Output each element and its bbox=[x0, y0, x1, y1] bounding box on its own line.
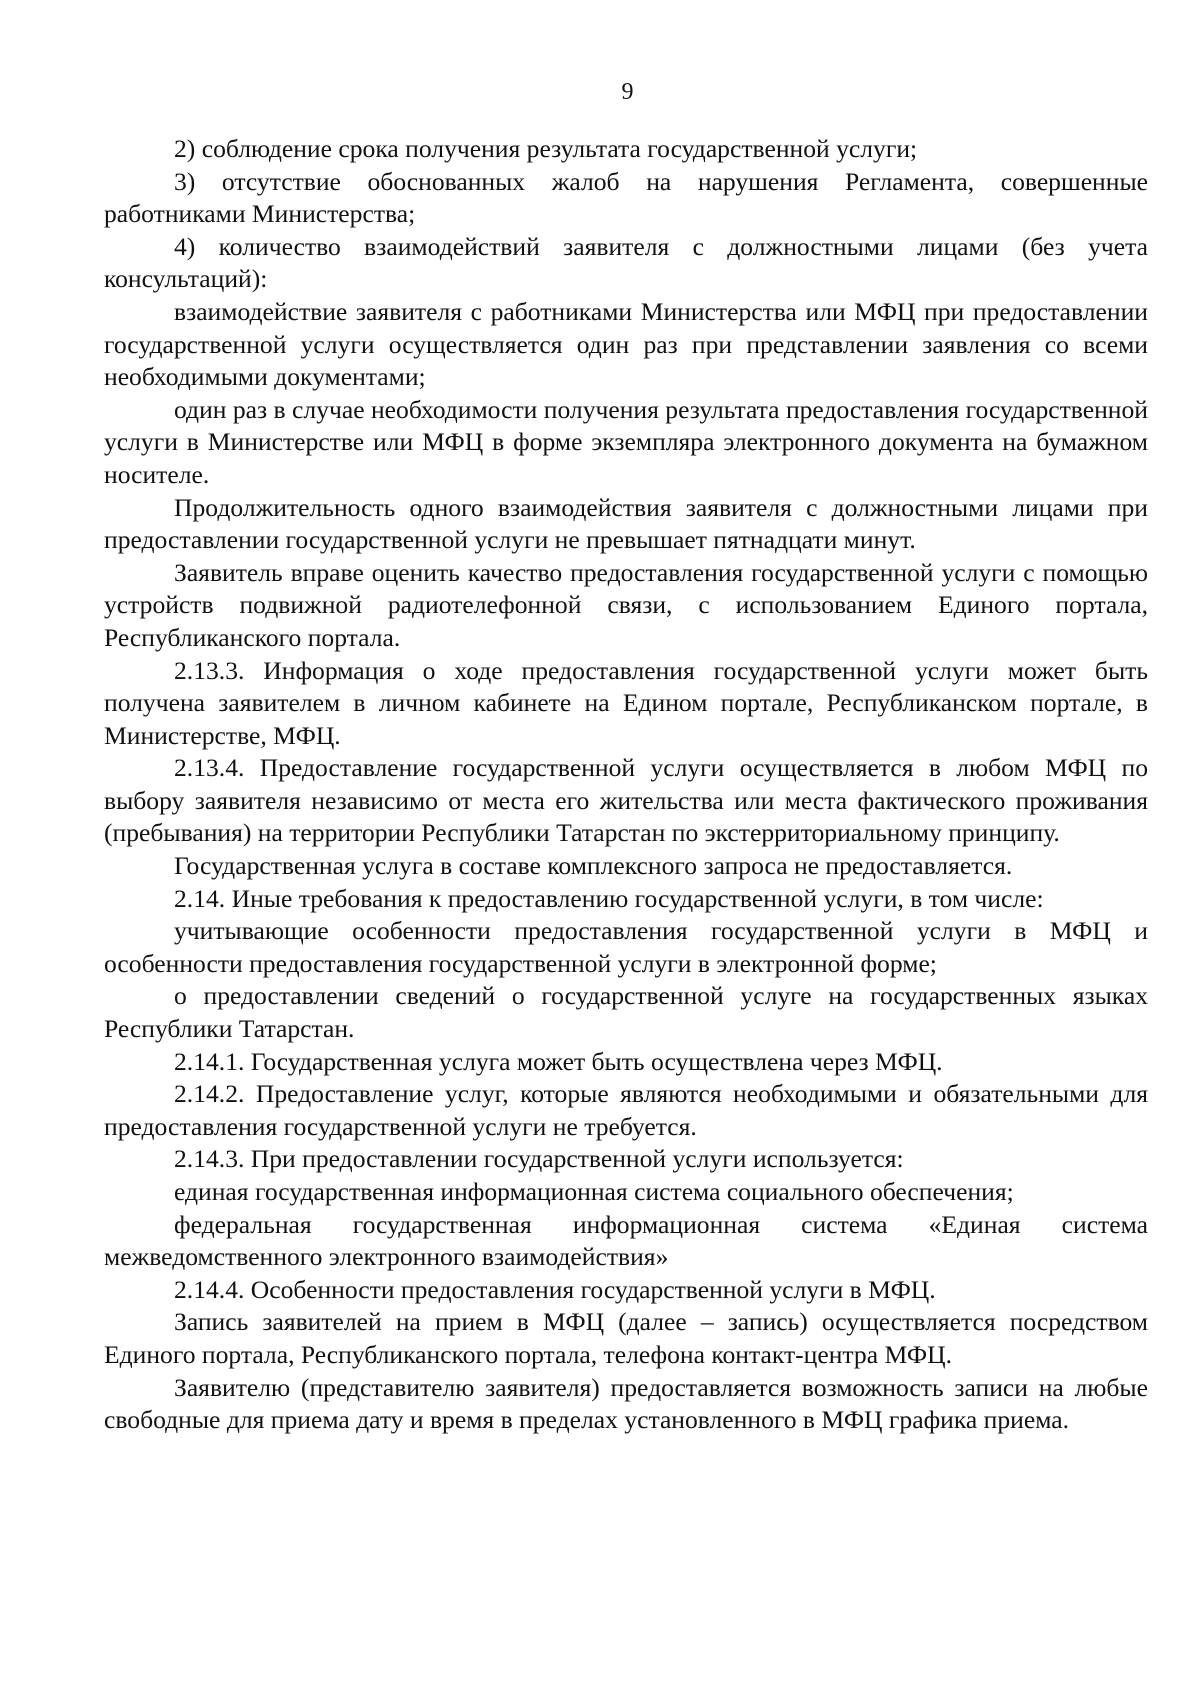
paragraph-2-14: 2.14. Иные требования к предоставлению государственной услуги, в том числе: bbox=[174, 883, 1044, 913]
paragraph-2-14-3: 2.14.3. При предоставлении государственной услуги используется: bbox=[174, 1144, 904, 1174]
paragraph-features-mfc: учитывающие особенности предоставления государственной услуги в МФЦ и особенности предоставления государственной услуги в электронной форме; bbox=[104, 916, 1148, 978]
paragraph-quality-evaluation: Заявитель вправе оценить качество предоставления государственной услуги с помощью устройств подвижной радиотелефонной связи, с использованием Единого портала, Республиканского портала. bbox=[104, 557, 1148, 652]
paragraph-2-13-3: 2.13.3. Информация о ходе предоставления государственной услуги может быть получена заявителем в личном кабинете на Едином портале, Республиканском портале, в Министерстве, МФЦ. bbox=[104, 655, 1148, 750]
paragraph-2-13-4: 2.13.4. Предоставление государственной услуги осуществляется в любом МФЦ по выбору заявителя независимо от места его жительства или места фактического проживания (пребывания) на территории Республики Татарстан по экстерриториальному принципу. bbox=[104, 753, 1148, 848]
paragraph-complex-request: Государственная услуга в составе комплексного запроса не предоставляется. bbox=[174, 851, 1013, 881]
paragraph-appointment: Запись заявителей на прием в МФЦ (далее – запись) осуществляется посредством Единого портала, Республиканского портала, телефона контакт-центра МФЦ. bbox=[104, 1307, 1148, 1369]
paragraph-item-4: 4) количество взаимодействий заявителя с должностными лицами (без учета консультаций): bbox=[104, 231, 1148, 294]
paragraph-item-3: 3) отсутствие обоснованных жалоб на нарушения Регламента, совершенные работниками Министерства; bbox=[104, 166, 1148, 229]
document-body bbox=[104, 133, 1148, 1437]
paragraph-interaction-once: взаимодействие заявителя с работниками Министерства или МФЦ при предоставлении государственной услуги осуществляется один раз при представлении заявления со всеми необходимыми документами; bbox=[104, 296, 1148, 392]
paragraph-2-14-4: 2.14.4. Особенности предоставления государственной услуги в МФЦ. bbox=[174, 1274, 936, 1304]
paragraph-interaction-result: один раз в случае необходимости получения результата предоставления государственной услуги в Министерстве или МФЦ в форме экземпляра электронного документа на бумажном носителе. bbox=[104, 394, 1148, 489]
paragraph-duration: Продолжительность одного взаимодействия заявителя с должностными лицами при предоставлении государственной услуги не превышает пятнадцати минут. bbox=[104, 492, 1148, 555]
paragraph-appointment-options: Заявителю (представителю заявителя) предоставляется возможность записи на любые свободные для приема дату и время в пределах установленного в МФЦ графика приема. bbox=[104, 1372, 1148, 1435]
paragraph-2-14-1: 2.14.1. Государственная услуга может быть осуществлена через МФЦ. bbox=[174, 1046, 943, 1076]
paragraph-smev: федеральная государственная информационная система «Единая система межведомственного электронного взаимодействия» bbox=[104, 1209, 1148, 1272]
page-number: 9 bbox=[621, 79, 634, 105]
paragraph-languages: о предоставлении сведений о государственной услуге на государственных языках Республики Татарстан. bbox=[104, 981, 1148, 1044]
paragraph-social-system: единая государственная информационная система социального обеспечения; bbox=[174, 1177, 1014, 1206]
paragraph-item-2: 2) соблюдение срока получения результата государственной услуги; bbox=[174, 134, 918, 163]
paragraph-2-14-2: 2.14.2. Предоставление услуг, которые являются необходимыми и обязательными для предоставления государственной услуги не требуется. bbox=[104, 1079, 1148, 1141]
